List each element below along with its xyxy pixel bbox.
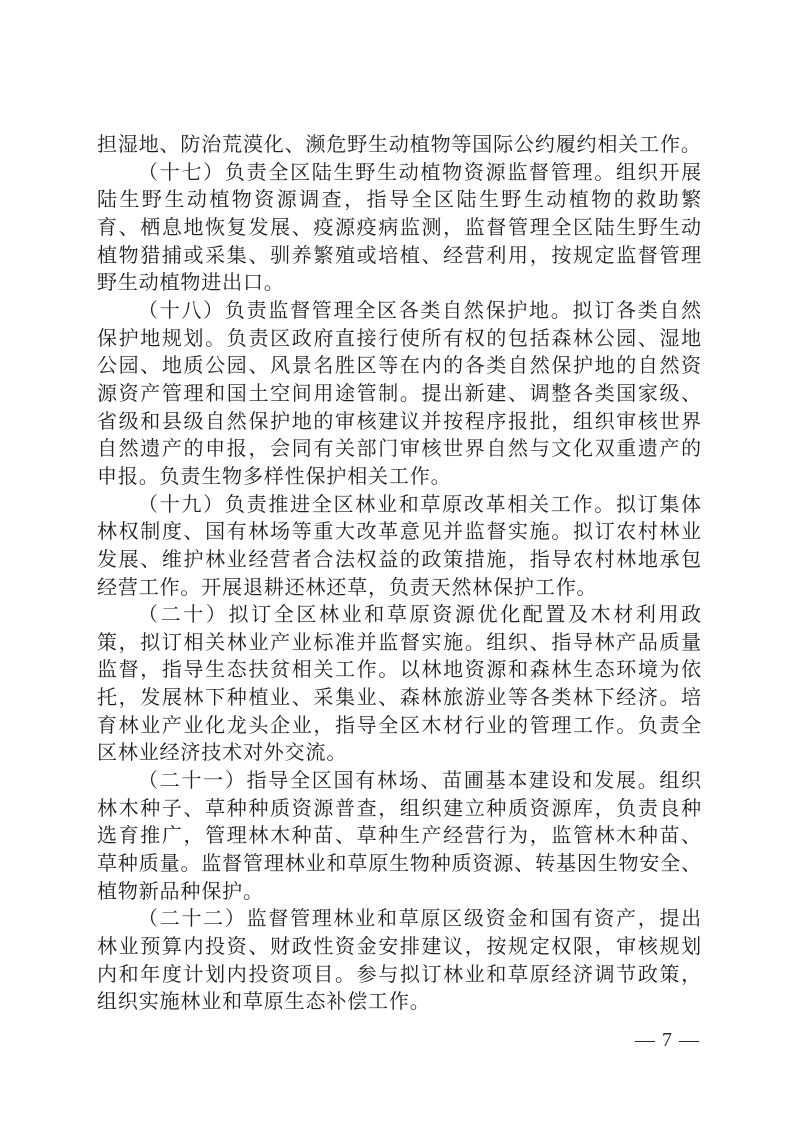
text-line: 育林业产业化龙头企业，指导全区木材行业的管理工作。负责全 [97,714,702,737]
text-line: 内和年度计划内投资项目。参与拟订林业和草原经济调节政策， [97,963,702,986]
text-line: （二十）拟订全区林业和草原资源优化配置及木材利用政 [138,604,702,627]
text-line: 监督，指导生态扶贫相关工作。以林地资源和森林生态环境为依 [97,659,702,682]
text-line: （十八）负责监督管理全区各类自然保护地。拟订各类自然 [138,299,702,322]
text-line: 担湿地、防治荒漠化、濒危野生动植物等国际公约履约相关工作。 [97,134,702,156]
text-line: （十七）负责全区陆生野生动植物资源监督管理。组织开展 [138,161,702,184]
text-line: （十九）负责推进全区林业和草原改革相关工作。拟订集体 [138,493,702,516]
text-line: 野生动植物进出口。 [97,272,285,295]
paragraph-21 [97,768,702,906]
text-line: 草种质量。监督管理林业和草原生物种质资源、转基因生物安全、 [97,853,702,876]
text-line: 林权制度、国有林场等重大改革意见并监督实施。拟订农村林业 [97,521,702,544]
text-line: 发展、维护林业经营者合法权益的政策措施，指导农村林地承包 [97,548,702,571]
text-line: 组织实施林业和草原生态补偿工作。 [97,991,431,1014]
text-line: （二十二）监督管理林业和草原区级资金和国有资产，提出 [138,908,702,931]
paragraph-20 [97,602,702,768]
text-line: 选育推广，管理林木种苗、草种生产经营行为，监管林木种苗、 [97,825,702,848]
paragraph-19 [97,492,702,603]
text-line: 育、栖息地恢复发展、疫源疫病监测，监督管理全区陆生野生动 [97,216,702,239]
text-line: 源资产管理和国土空间用途管制。提出新建、调整各类国家级、 [97,382,702,405]
body-text [97,132,702,1017]
text-line: 自然遗产的申报，会同有关部门审核世界自然与文化双重遗产的 [97,438,702,461]
paragraph-17 [97,160,702,298]
continuation-paragraph [97,132,702,160]
text-line: 陆生野生动植物资源调查，指导全区陆生野生动植物的救助繁 [97,189,702,212]
text-line: 省级和县级自然保护地的审核建议并按程序报批，组织审核世界 [97,410,702,433]
paragraph-22 [97,906,702,1017]
text-line: （二十一）指导全区国有林场、苗圃基本建设和发展。组织 [138,770,702,793]
text-line: 公园、地质公园、风景名胜区等在内的各类自然保护地的自然资 [97,355,702,378]
text-line: 林业预算内投资、财政性资金安排建议，按规定权限，审核规划 [97,936,702,959]
text-line: 林木种子、草种种质资源普查，组织建立种质资源库，负责良种 [97,797,702,820]
text-line: 植物猎捕或采集、驯养繁殖或培植、经营利用，按规定监督管理 [97,244,702,267]
text-line: 申报。负责生物多样性保护相关工作。 [97,465,452,488]
text-line: 策，拟订相关林业产业标准并监督实施。组织、指导林产品质量 [97,631,702,654]
text-line: 保护地规划。负责区政府直接行使所有权的包括森林公园、湿地 [97,327,702,350]
text-line: 区林业经济技术对外交流。 [97,742,348,765]
paragraph-18 [97,298,702,492]
text-line: 经营工作。开展退耕还林还草，负责天然林保护工作。 [97,576,598,599]
text-line: 托，发展林下种植业、采集业、森林旅游业等各类林下经济。培 [97,687,702,710]
text-line: 植物新品种保护。 [97,880,264,903]
page-number: — 7 — [635,1029,700,1051]
